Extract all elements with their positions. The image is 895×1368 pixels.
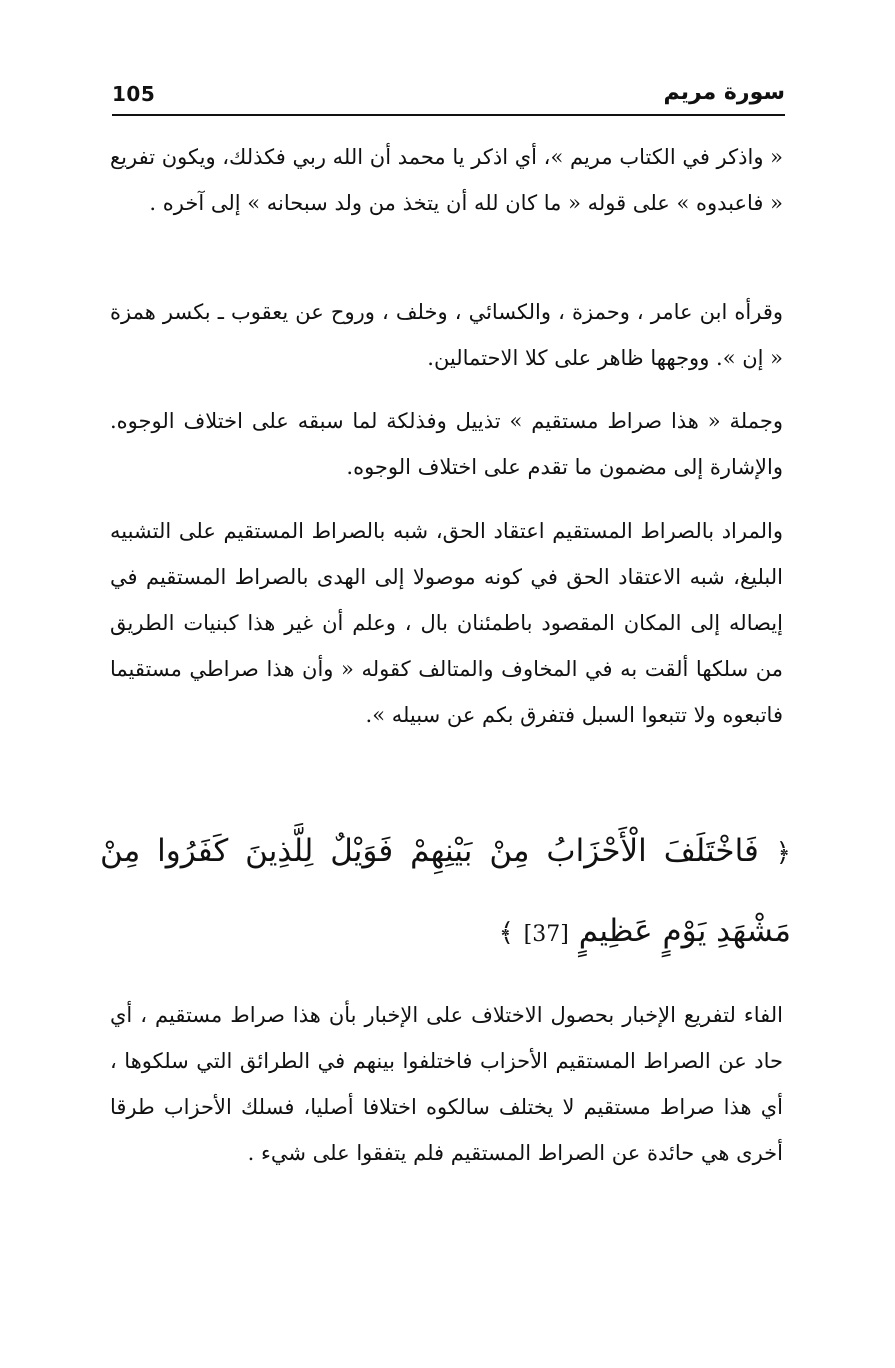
paragraph-tafsir-2: وقرأه ابن عامر ، وحمزة ، والكسائي ، وخلف ، وروح عن يعقوب ـ بكسر همزة « إن ». ووجهها ظاهر على كلا الاحتمالين. (110, 300, 783, 370)
verse-number: [37] (523, 922, 569, 947)
quran-verse (100, 812, 791, 974)
paragraph-tafsir-3: وجملة « هذا صراط مستقيم » تذييل وفذلكة لما سبقه على اختلاف الوجوه. والإشارة إلى مضمون ما تقدم على اختلاف الوجوه. (110, 409, 783, 479)
page-header (112, 80, 785, 114)
surah-title: سورة مريم (663, 80, 785, 105)
verse-open-ornament: ﴿ (775, 838, 791, 868)
header-divider (112, 114, 785, 116)
paragraph-tafsir-4: والمراد بالصراط المستقيم اعتقاد الحق، شبه بالصراط المستقيم على التشبيه البليغ، شبه الاعتقاد الحق في كونه موصولا إلى الهدى بالصراط المستقيم في إيصاله إلى المكان المقصود باطمئنان بال ، وعلم أن غير هذا كبنيات الطريق من سلكها ألقت به في المخاوف والمتالف كقوله « وأن هذا صراطي مستقيما فاتبعوه ولا تتبعوا السبل فتفرق بكم عن سبيله ». (110, 519, 783, 727)
page-number: 105 (112, 82, 156, 106)
verse-close-ornament: ﴾ (498, 918, 514, 948)
paragraph-commentary: الفاء لتفريع الإخبار بحصول الاختلاف على الإخبار بأن هذا صراط مستقيم ، أي حاد عن الصراط المستقيم الأحزاب فاختلفوا بينهم في الطرائق التي سلكوها ، أي هذا صراط مستقيم لا يختلف سالكوه اختلافا أصليا، فسلك الأحزاب طرقا أخرى هي حائدة عن الصراط المستقيم فلم يتفقوا على شيء . (110, 1003, 783, 1165)
verse-text: فَاخْتَلَفَ الْأَحْزَابُ مِنْ بَيْنِهِمْ فَوَيْلٌ لِلَّذِينَ كَفَرُوا مِنْ مَشْهَدِ يَوْمٍ عَظِيمٍ (100, 833, 791, 949)
paragraph-tafsir-1: « واذكر في الكتاب مريم »، أي اذكر يا محمد أن الله ربي فكذلك، ويكون تفريع « فاعبدوه » على قوله « ما كان لله أن يتخذ من ولد سبحانه » إلى آخره . (110, 145, 783, 215)
